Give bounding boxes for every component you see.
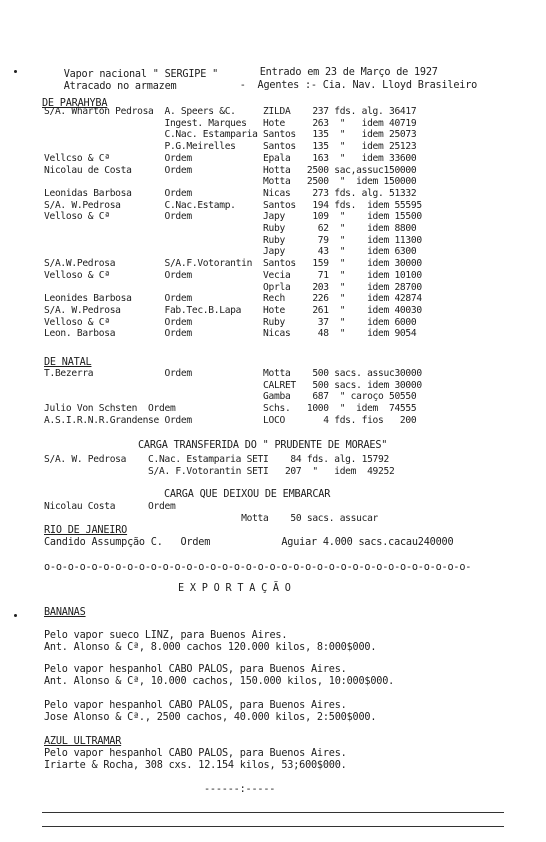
natal-row: Gamba 687 " caroço 50550 — [44, 391, 417, 403]
parahyba-row: Nicolau de Costa Ordem Hotta 2500 sac,assuc150000 — [44, 164, 417, 176]
parahyba-row: S/A. W.Pedrosa C.Nac.Estamp. Santos 194 fds. idem 55595 — [44, 199, 422, 211]
divider-line: o-o-o-o-o-o-o-o-o-o-o-o-o-o-o-o-o-o-o-o-o-o-o-o-o-o-o-o-o-o-o-o-o-o-o-o- — [44, 562, 472, 573]
section-deixou: CARGA QUE DEIXOU DE EMBARCAR — [164, 489, 331, 500]
natal-row: Julio Von Schsten Ordem Schs. 1000 " idem 74555 — [44, 403, 417, 415]
natal-row: CALRET 500 sacs. idem 30000 — [44, 379, 422, 391]
margin-dot-2 — [14, 614, 17, 617]
rio-row: Candido Assumpção C. Ordem Aguiar 4.000 sacs.cacau240000 — [44, 537, 454, 548]
bottom-rule-2 — [42, 826, 504, 827]
agents-line: - Agentes :- Cia. Nav. Lloyd Brasileiro — [239, 80, 478, 91]
parahyba-row: P.G.Meirelles Santos 135 " idem 25123 — [44, 141, 417, 153]
parahyba-row: Ruby 62 " idem 8800 — [44, 223, 417, 234]
parahyba-row: S/A. Wharton Pedrosa A. Speers &C. ZILDA 237 fds. alg. 36417 — [44, 106, 417, 117]
parahyba-row: Ingest. Marques Hote 263 " idem 40719 — [44, 117, 417, 129]
export-line-8: Iriarte & Rocha, 308 cxs. 12.154 kilos, 53;600$000. — [44, 760, 347, 771]
deixou-row: Motta 50 sacs. assucar — [44, 513, 379, 524]
parahyba-row: Velloso & Cª Ordem Vecia 71 " idem 10100 — [44, 269, 422, 281]
parahyba-row: S/A.W.Pedrosa S/A.F.Votorantin Santos 159 " idem 30000 — [44, 258, 422, 270]
parahyba-row: Velloso & Cª Ordem Ruby 37 " idem 6000 — [44, 316, 417, 328]
parahyba-row: Velloso & Cª Ordem Japy 109 " idem 15500 — [44, 211, 422, 223]
parahyba-row: Motta 2500 " idem 150000 — [44, 176, 417, 188]
export-line-6: Jose Alonso & Cª., 2500 cachos, 40.000 kilos, 2:500$000. — [44, 712, 377, 723]
section-parahyba: DE PARAHYBA — [42, 98, 108, 109]
natal-row: A.S.I.R.N.R.Grandense Ordem LOCO 4 fds. fios 200 — [44, 414, 417, 426]
margin-dot — [14, 70, 17, 73]
parahyba-row: Leonides Barbosa Ordem Rech 226 " idem 42874 — [44, 293, 422, 305]
section-azul: AZUL ULTRAMAR — [44, 736, 122, 747]
section-rio: RIO DE JANEIRO — [44, 525, 128, 536]
transferida-row: S/A. F.Votorantin SETI 207 " idem 49252 — [44, 465, 395, 477]
parahyba-row: C.Nac. Estamparia Santos 135 " idem 25073 — [44, 129, 417, 141]
vessel-line: Vapor nacional " SERGIPE " — [63, 69, 219, 80]
parahyba-row: Vellcso & Cª Ordem Epala 163 " idem 33600 — [44, 152, 417, 164]
parahyba-row: Leonidas Barbosa Ordem Nicas 273 fds. alg. 51332 — [44, 187, 417, 199]
deixou-row: Nicolau Costa Ordem — [44, 501, 176, 512]
end-mark: ------:----- — [204, 784, 276, 795]
export-line-4: Ant. Alonso & Cª, 10.000 cachos, 150.000 kilos, 10:000$000. — [44, 676, 395, 687]
section-transferida: CARGA TRANSFERIDA DO " PRUDENTE DE MORAES" — [138, 440, 388, 451]
export-line-5: Pelo vapor hespanhol CABO PALOS, para Buenos Aires. — [44, 700, 347, 711]
export-line-3: Pelo vapor hespanhol CABO PALOS, para Buenos Aires. — [44, 664, 347, 675]
parahyba-row: Oprla 203 " idem 28700 — [44, 281, 422, 293]
bottom-rule-1 — [42, 812, 504, 813]
parahyba-row: Ruby 79 " idem 11300 — [44, 234, 422, 246]
berth-line: Atracado no armazem — [63, 81, 177, 92]
natal-row: T.Bezerra Ordem Motta 500 sacs. assuc30000 — [44, 368, 422, 379]
section-exportacao: E X P O R T A Ç Ã O — [178, 583, 291, 594]
export-line-2: Ant. Alonso & Cª, 8.000 cachos 120.000 kilos, 8:000$000. — [44, 642, 377, 653]
parahyba-row: Leon. Barbosa Ordem Nicas 48 " idem 9054 — [44, 328, 417, 340]
arrival-date: Entrado em 23 de Março de 1927 — [259, 67, 438, 78]
export-line-7: Pelo vapor hespanhol CABO PALOS, para Buenos Aires. — [44, 748, 347, 759]
section-natal: DE NATAL — [44, 357, 92, 368]
parahyba-row: S/A. W.Pedrosa Fab.Tec.B.Lapa Hote 261 " idem 40030 — [44, 304, 422, 316]
transferida-row: S/A. W. Pedrosa C.Nac. Estamparia SETI 84 fds. alg. 15792 — [44, 454, 389, 465]
parahyba-row: Japy 43 " idem 6300 — [44, 246, 417, 258]
section-bananas: BANANAS — [44, 607, 86, 618]
export-line-1: Pelo vapor sueco LINZ, para Buenos Aires. — [44, 630, 288, 641]
